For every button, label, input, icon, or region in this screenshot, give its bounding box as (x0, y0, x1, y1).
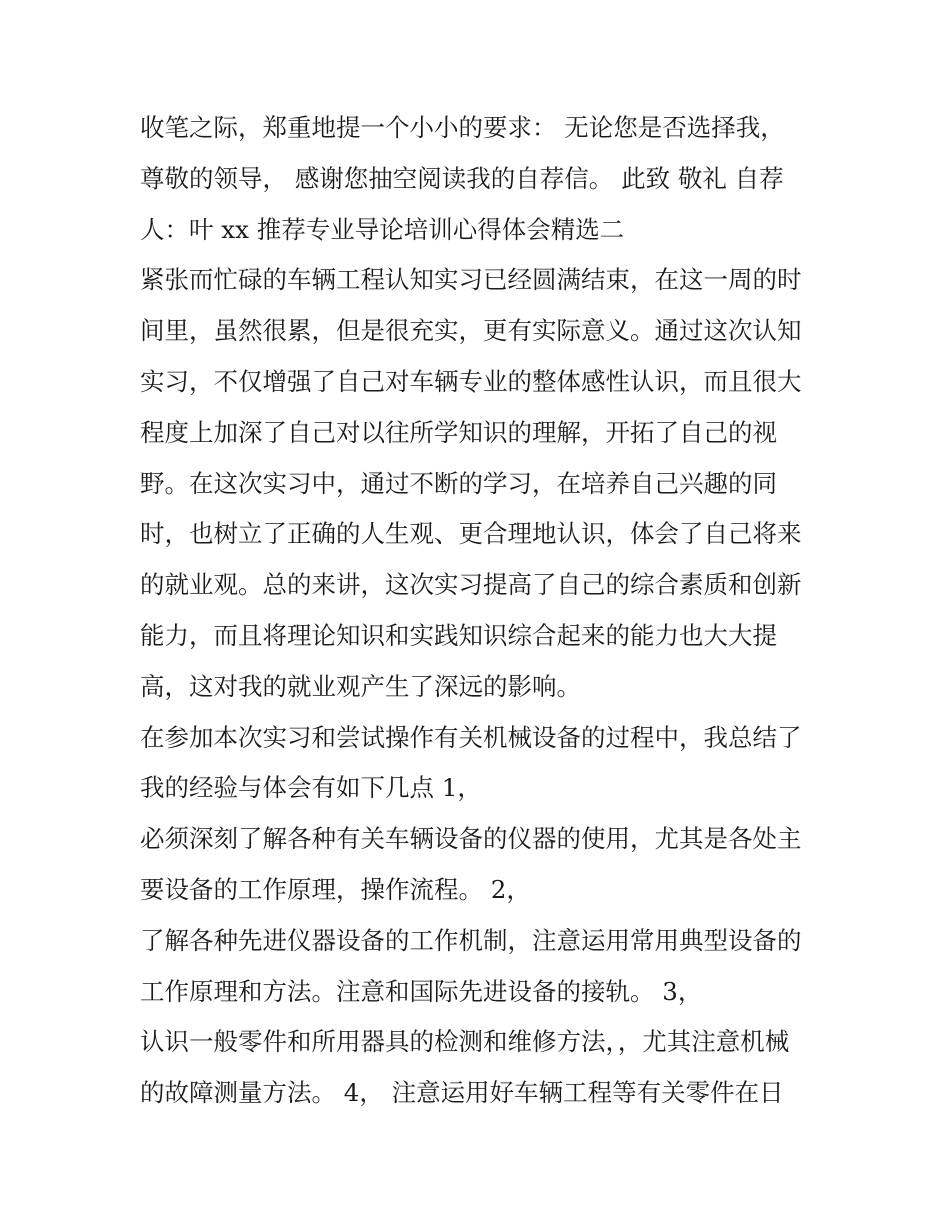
text-line: 程度上加深了自己对以往所学知识的理解，开拓了自己的视 (140, 417, 777, 447)
text-line: 了解各种先进仪器设备的工作机制，注意运用常用典型设备的 (140, 925, 802, 955)
text-line: 工作原理和方法。注意和国际先进设备的接轨。 3， (140, 976, 703, 1006)
text-line: 收笔之际，郑重地提一个小小的要求： 无论您是否选择我， (140, 113, 785, 142)
text-line: 的就业观。总的来讲，这次实习提高了自己的综合素质和创新 (140, 570, 802, 600)
text-line: 的故障测量方法。 4， 注意运用好车辆工程等有关零件在日 (140, 1078, 784, 1108)
text-line: 认识一般零件和所用器具的检测和维修方法，，尤其注意机械 (140, 1027, 790, 1057)
text-line: 野。在这次实习中，通过不断的学习，在培养自己兴趣的同 (140, 468, 777, 498)
text-line: 能力，而且将理论知识和实践知识综合起来的能力也大大提 (140, 620, 777, 650)
text-line: 实习，不仅增强了自己对车辆专业的整体感性认识，而且很大 (140, 366, 802, 396)
text-line: 紧张而忙碌的车辆工程认知实习已经圆满结束，在这一周的时 (140, 265, 802, 295)
text-line: 人：叶 xx 推荐专业导论培训心得体会精选二 (140, 214, 625, 244)
text-line: 时，也树立了正确的人生观、更合理地认识，体会了自己将来 (140, 519, 802, 549)
text-line: 我的经验与体会有如下几点 1， (140, 773, 482, 803)
text-line: 要设备的工作原理，操作流程。 2， (140, 874, 531, 904)
text-line: 高，这对我的就业观产生了深远的影响。 (140, 671, 581, 701)
text-line: 在参加本次实习和尝试操作有关机械设备的过程中，我总结了 (140, 722, 802, 752)
body-text (140, 103, 820, 1119)
text-line: 间里，虽然很累，但是很充实，更有实际意义。通过这次认知 (140, 316, 802, 346)
text-line: 尊敬的领导， 感谢您抽空阅读我的自荐信。 此致 敬礼 自荐 (140, 163, 784, 193)
text-line: 必须深刻了解各种有关车辆设备的仪器的使用，尤其是各处主 (140, 824, 802, 854)
